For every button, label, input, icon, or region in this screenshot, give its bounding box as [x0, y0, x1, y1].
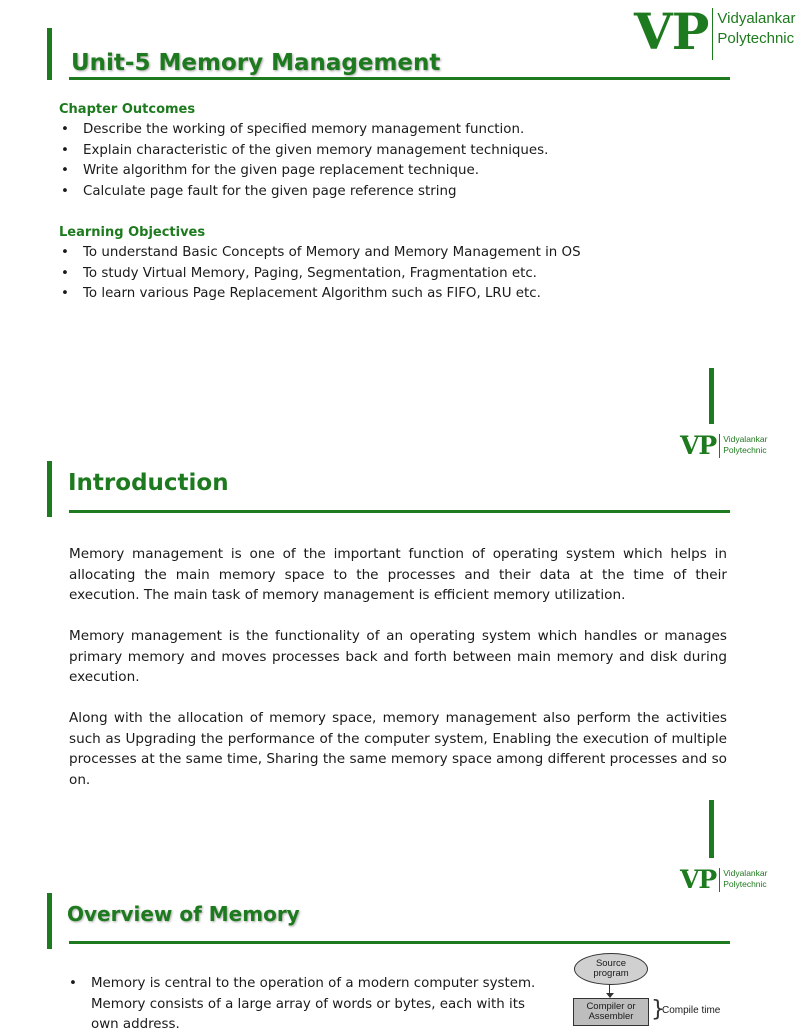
source-program-node	[574, 953, 648, 985]
logo-name-line2: Polytechnic	[723, 879, 767, 889]
memory-binding-diagram	[570, 950, 750, 1024]
brand-logo	[634, 4, 796, 60]
slide-divider-bar	[709, 800, 714, 858]
compiler-node	[573, 998, 649, 1026]
list-item: • Calculate page fault for the given page reference string	[59, 182, 548, 203]
logo-name-line1: Vidyalankar	[723, 868, 768, 878]
list-item: • To understand Basic Concepts of Memory and Memory Management in OS	[59, 243, 581, 264]
overview-list	[67, 974, 547, 1036]
slide-divider-bar	[709, 368, 714, 424]
logo-divider	[712, 8, 713, 60]
learning-objectives-heading: Learning Objectives	[59, 225, 206, 240]
intro-paragraph-1: Memory management is one of the important function of operating system which helps in allocating the main memory space to the processes and their data at the time of their execution. The main task of memory management is efficient memory utilization.	[69, 546, 727, 604]
list-item: • To study Virtual Memory, Paging, Segmentation, Fragmentation etc.	[59, 264, 581, 285]
compiler-label-1: Compiler or	[586, 1001, 636, 1012]
intro-paragraph-3: Along with the allocation of memory space, memory management also perform the activities such as Upgrading the performance of the computer system, Enabling the execution of multiple processes at the same time, Sharing the same memory space among different processes and so on.	[69, 710, 727, 788]
logo-letters: VP	[680, 431, 717, 460]
source-label-2: program	[593, 968, 629, 979]
logo-name-line2: Polytechnic	[723, 445, 767, 455]
intro-paragraph-2: Memory management is the functionality of an operating system which handles or manages primary memory and moves processes back and forth between main memory and disk during execution.	[69, 628, 727, 686]
title-underline	[69, 941, 730, 944]
brace: }	[651, 997, 665, 1022]
title-accent-bar	[47, 28, 52, 80]
logo-name-line1: Vidyalankar	[723, 434, 768, 444]
compile-time-label: Compile time	[662, 1005, 721, 1016]
brand-logo	[680, 432, 767, 460]
section-title: Introduction	[68, 470, 229, 496]
logo-divider	[719, 434, 720, 458]
list-item: • Explain characteristic of the given memory management techniques.	[59, 141, 548, 162]
section-title: Overview of Memory	[67, 902, 300, 926]
logo-name-line2: Polytechnic	[717, 30, 795, 47]
logo-letters: VP	[680, 865, 717, 894]
objectives-list	[59, 243, 581, 305]
list-item: • Memory is central to the operation of a modern computer system. Memory consists of a large array of words or bytes, each with its own address.	[67, 974, 547, 1036]
logo-name-line1: Vidyalankar	[717, 10, 796, 27]
title-accent-bar	[47, 461, 52, 517]
logo-letters: VP	[634, 2, 709, 61]
list-item: • Describe the working of specified memory management function.	[59, 120, 548, 141]
title-underline	[69, 77, 730, 80]
title-accent-bar	[47, 893, 52, 949]
source-label-1: Source	[595, 958, 627, 969]
list-item: • To learn various Page Replacement Algorithm such as FIFO, LRU etc.	[59, 284, 581, 305]
brand-logo	[680, 866, 767, 894]
title-underline	[69, 510, 730, 513]
logo-divider	[719, 868, 720, 892]
outcomes-list	[59, 120, 548, 202]
chapter-outcomes-heading: Chapter Outcomes	[59, 102, 196, 117]
page-title: Unit-5 Memory Management	[71, 50, 441, 76]
compiler-label-2: Assembler	[588, 1011, 634, 1022]
list-item: • Write algorithm for the given page replacement technique.	[59, 161, 548, 182]
